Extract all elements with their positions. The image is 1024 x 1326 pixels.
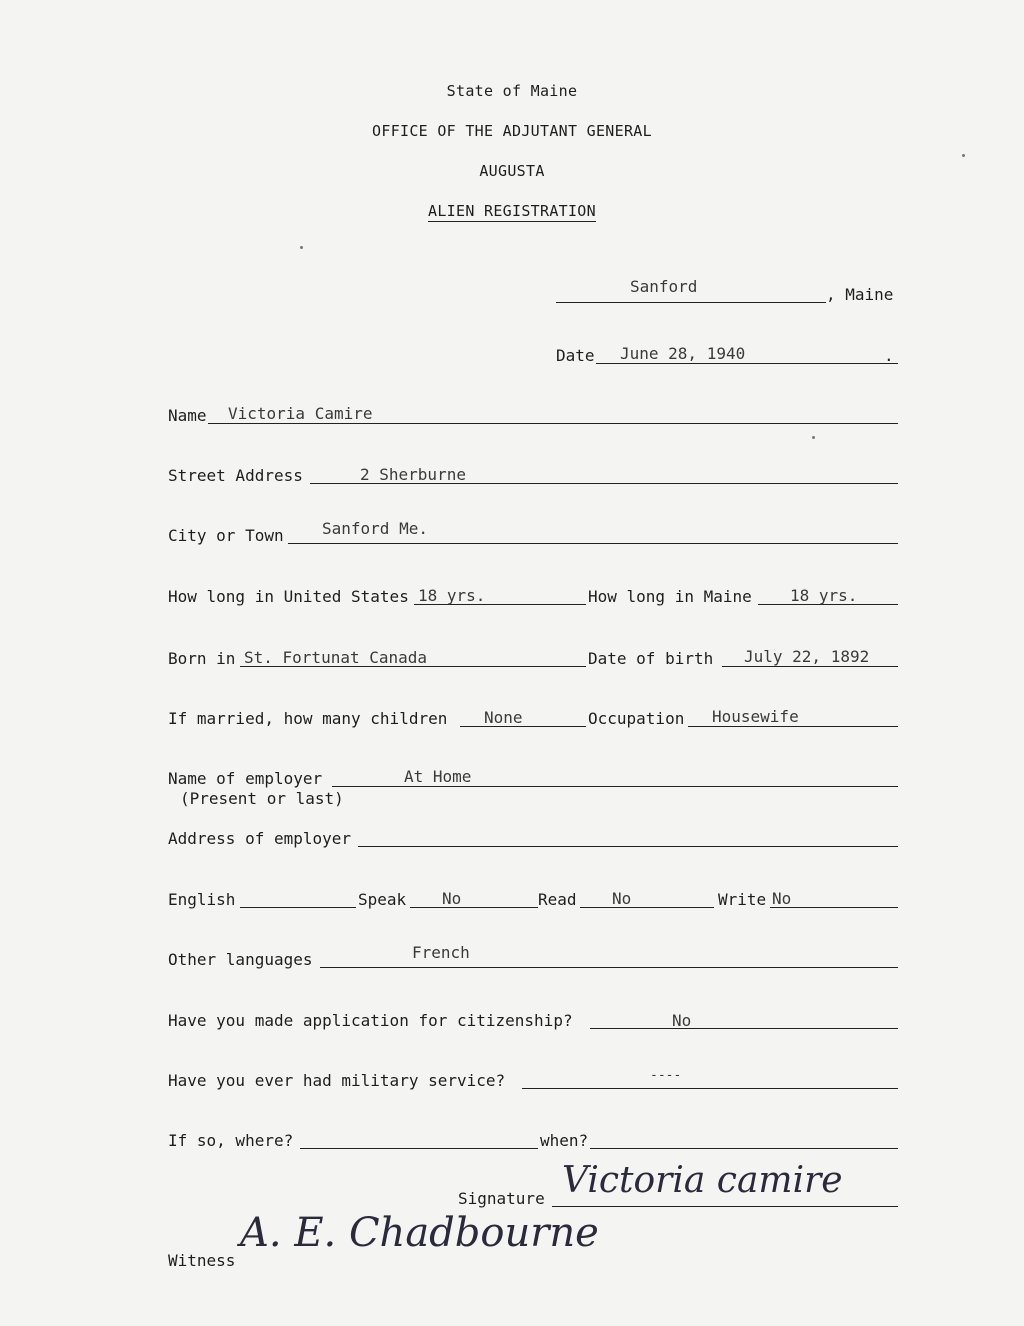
speak-value: No (442, 889, 462, 908)
city-value: Sanford Me. (322, 519, 428, 538)
children-label: If married, how many children (168, 709, 448, 728)
date-label: Date (556, 346, 595, 365)
town-value: Sanford (630, 277, 698, 296)
english-label: English (168, 890, 236, 909)
signature-line (552, 1206, 898, 1207)
other-languages-line (320, 967, 898, 968)
header-city: AUGUSTA (479, 162, 545, 180)
children-value: None (484, 708, 523, 727)
maine-duration-value: 18 yrs. (790, 586, 858, 605)
form-title (0, 202, 1024, 220)
citizenship-value: No (672, 1011, 692, 1030)
signature-handwriting: Victoria camire (562, 1160, 843, 1201)
street-label: Street Address (168, 466, 303, 485)
street-value: 2 Sherburne (360, 465, 466, 484)
form-title-text: ALIEN REGISTRATION (428, 202, 596, 220)
occupation-line (688, 726, 898, 727)
english-line (240, 907, 356, 908)
scan-speck (962, 154, 965, 157)
citizenship-line (590, 1028, 898, 1029)
occupation-label: Occupation (588, 709, 685, 728)
employer-label: Name of employer (168, 769, 323, 788)
military-value: ---- (650, 1068, 682, 1083)
town-line (556, 302, 826, 303)
other-languages-label: Other languages (168, 950, 313, 969)
city-label: City or Town (168, 526, 284, 545)
occupation-value: Housewife (712, 707, 799, 726)
date-value: June 28, 1940 (620, 344, 746, 363)
military-label: Have you ever had military service? (168, 1071, 506, 1090)
scan-speck (300, 246, 303, 249)
children-line (460, 726, 586, 727)
state-suffix: , Maine (826, 285, 894, 304)
when-label: when? (540, 1131, 589, 1150)
witness-label: Witness (168, 1251, 236, 1270)
born-value: St. Fortunat Canada (244, 648, 428, 667)
speak-label: Speak (358, 890, 407, 909)
employer-address-label: Address of employer (168, 829, 352, 848)
dob-line (722, 666, 898, 667)
us-duration-label: How long in United States (168, 587, 409, 606)
other-languages-value: French (412, 943, 470, 962)
city-line (288, 543, 898, 544)
witness-handwriting: A. E. Chadbourne (240, 1210, 599, 1256)
where-label: If so, where? (168, 1131, 294, 1150)
employer-line (332, 786, 898, 787)
speak-line (410, 907, 538, 908)
name-line (208, 423, 898, 424)
where-line (300, 1148, 538, 1149)
maine-duration-label: How long in Maine (588, 587, 752, 606)
scan-speck (812, 436, 815, 439)
us-duration-value: 18 yrs. (418, 586, 486, 605)
read-line (580, 907, 714, 908)
born-label: Born in (168, 649, 236, 668)
read-value: No (612, 889, 632, 908)
military-line (522, 1088, 898, 1089)
write-value: No (772, 889, 792, 908)
date-end: . (884, 346, 894, 365)
read-label: Read (538, 890, 577, 909)
employer-value: At Home (404, 767, 472, 786)
write-label: Write (718, 890, 767, 909)
header-state: State of Maine (446, 82, 578, 100)
citizenship-label: Have you made application for citizenship? (168, 1011, 573, 1030)
signature-label: Signature (458, 1189, 545, 1208)
name-label: Name (168, 406, 207, 425)
employer-sublabel: (Present or last) (180, 789, 344, 808)
dob-value: July 22, 1892 (744, 647, 870, 666)
header-office: OFFICE OF THE ADJUTANT GENERAL (372, 122, 652, 140)
name-value: Victoria Camire (228, 404, 373, 423)
employer-address-line (358, 846, 898, 847)
when-line (590, 1148, 898, 1149)
date-line (596, 363, 898, 364)
dob-label: Date of birth (588, 649, 714, 668)
